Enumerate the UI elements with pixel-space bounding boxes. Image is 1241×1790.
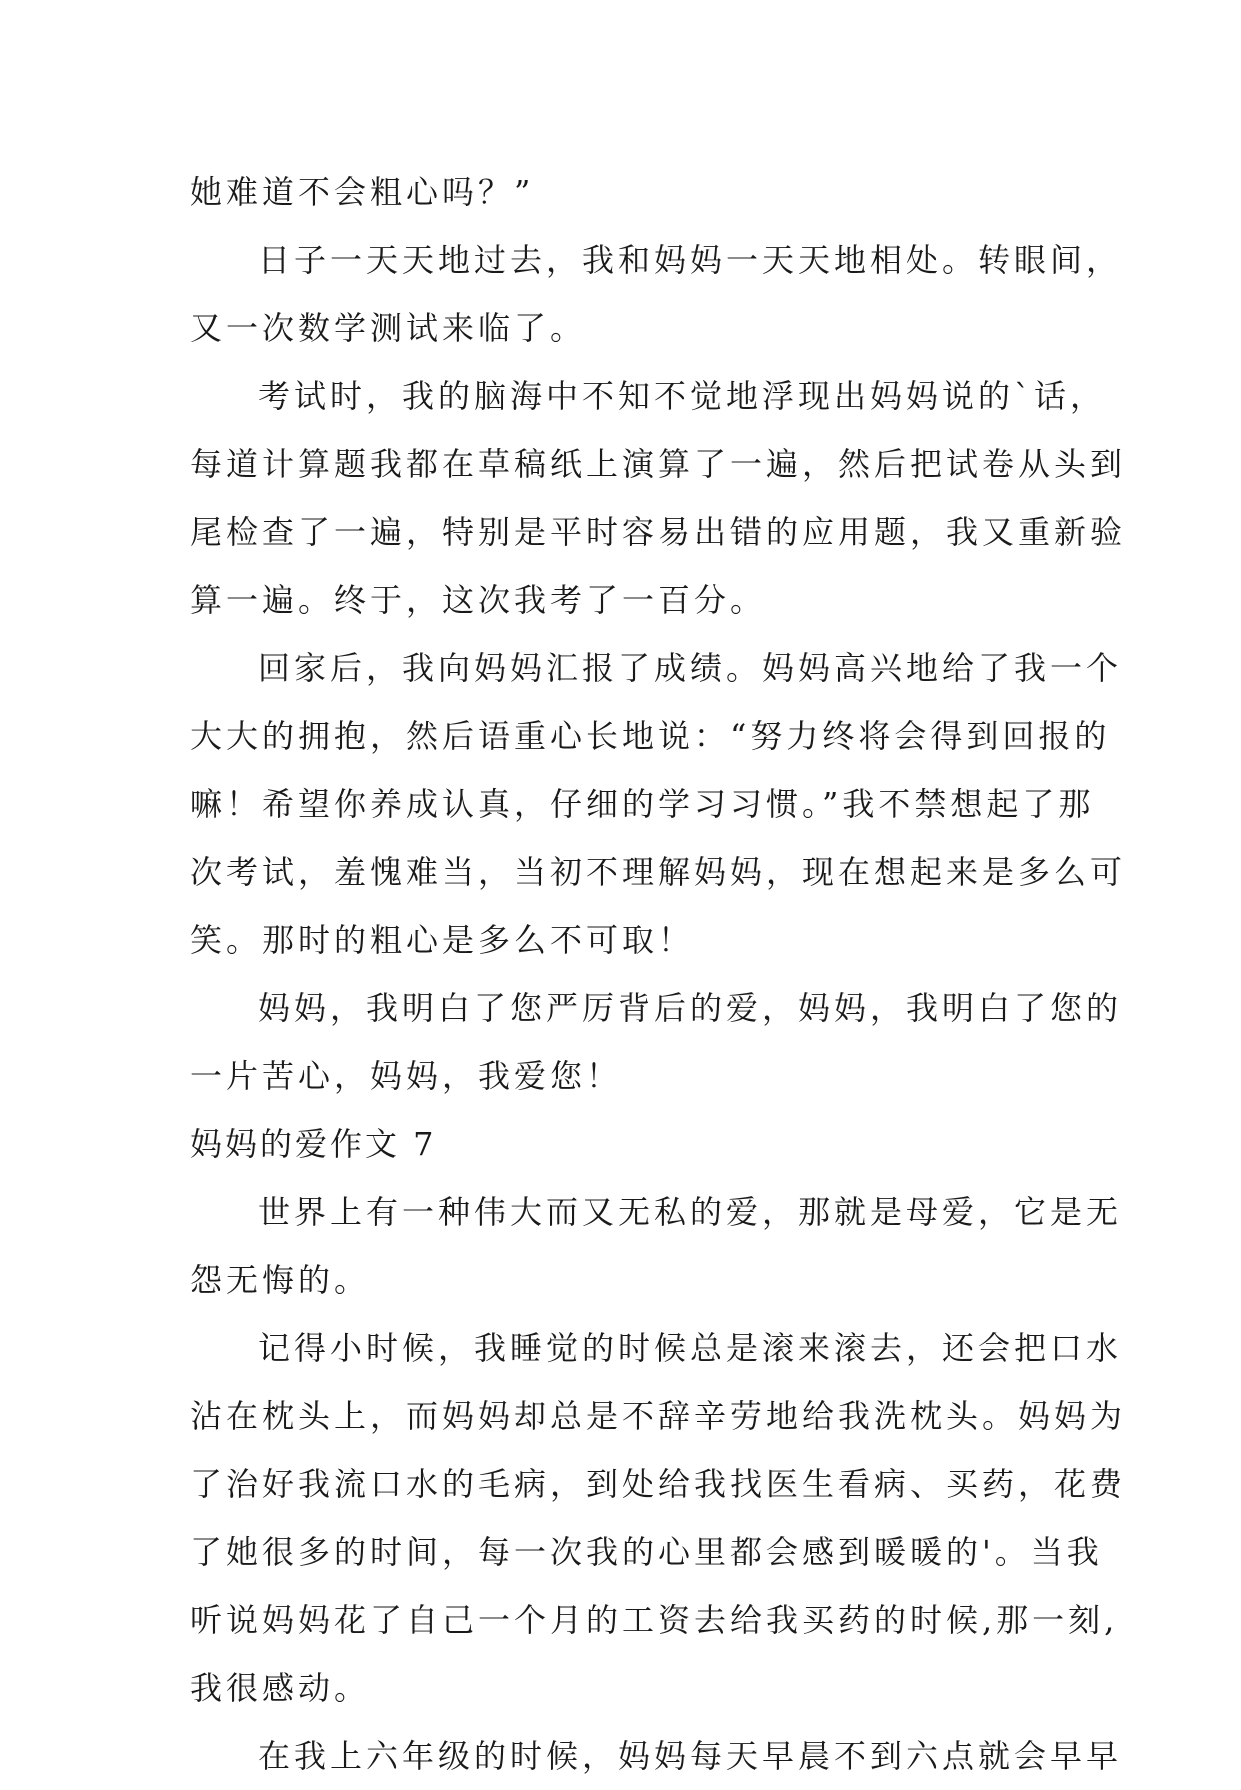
text-line: 大大的拥抱，然后语重心长地说：“努力终将会得到回报的 [190,717,1111,755]
text-line: 嘛！希望你养成认真，仔细的学习习惯。”我不禁想起了那 [190,785,1095,823]
text-line: 我很感动。 [190,1669,371,1707]
paragraph-start-line: 回家后，我向妈妈汇报了成绩。妈妈高兴地给了我一个 [258,649,1123,687]
document-body [190,158,1127,1790]
paragraph-start-line: 世界上有一种伟大而又无私的爱，那就是母爱，它是无 [258,1193,1123,1231]
paragraph-start-line: 妈妈，我明白了您严厉背后的爱，妈妈，我明白了您的 [258,989,1123,1027]
text-line: 笑。那时的粗心是多么不可取！ [190,921,695,959]
text-line: 每道计算题我都在草稿纸上演算了一遍，然后把试卷从头到 [190,445,1127,483]
paragraph-start-line: 日子一天天地过去，我和妈妈一天天地相处。转眼间， [258,241,1123,279]
text-line: 了她很多的时间，每一次我的心里都会感到暖暖的'。当我 [190,1533,1103,1571]
section-heading: 妈妈的爱作文 7 [190,1125,437,1163]
text-line: 听说妈妈花了自己一个月的工资去给我买药的时候,那一刻, [190,1601,1119,1639]
paragraph-start-line: 记得小时候，我睡觉的时候总是滚来滚去，还会把口水 [258,1329,1123,1367]
paragraph-start-line: 在我上六年级的时候，妈妈每天早晨不到六点就会早早 [258,1737,1123,1775]
text-line: 她难道不会粗心吗？” [190,173,535,211]
text-line: 沾在枕头上，而妈妈却总是不辞辛劳地给我洗枕头。妈妈为 [190,1397,1127,1435]
text-line: 又一次数学测试来临了。 [190,309,587,347]
paragraph-start-line: 考试时，我的脑海中不知不觉地浮现出妈妈说的`话， [258,377,1107,415]
text-line: 尾检查了一遍，特别是平时容易出错的应用题，我又重新验 [190,513,1127,551]
text-line: 算一遍。终于，这次我考了一百分。 [190,581,767,619]
text-line: 怨无悔的。 [190,1261,371,1299]
text-line: 一片苦心，妈妈，我爱您！ [190,1057,623,1095]
text-line: 了治好我流口水的毛病，到处给我找医生看病、买药，花费 [190,1465,1127,1503]
text-line: 次考试，羞愧难当，当初不理解妈妈，现在想起来是多么可 [190,853,1127,891]
